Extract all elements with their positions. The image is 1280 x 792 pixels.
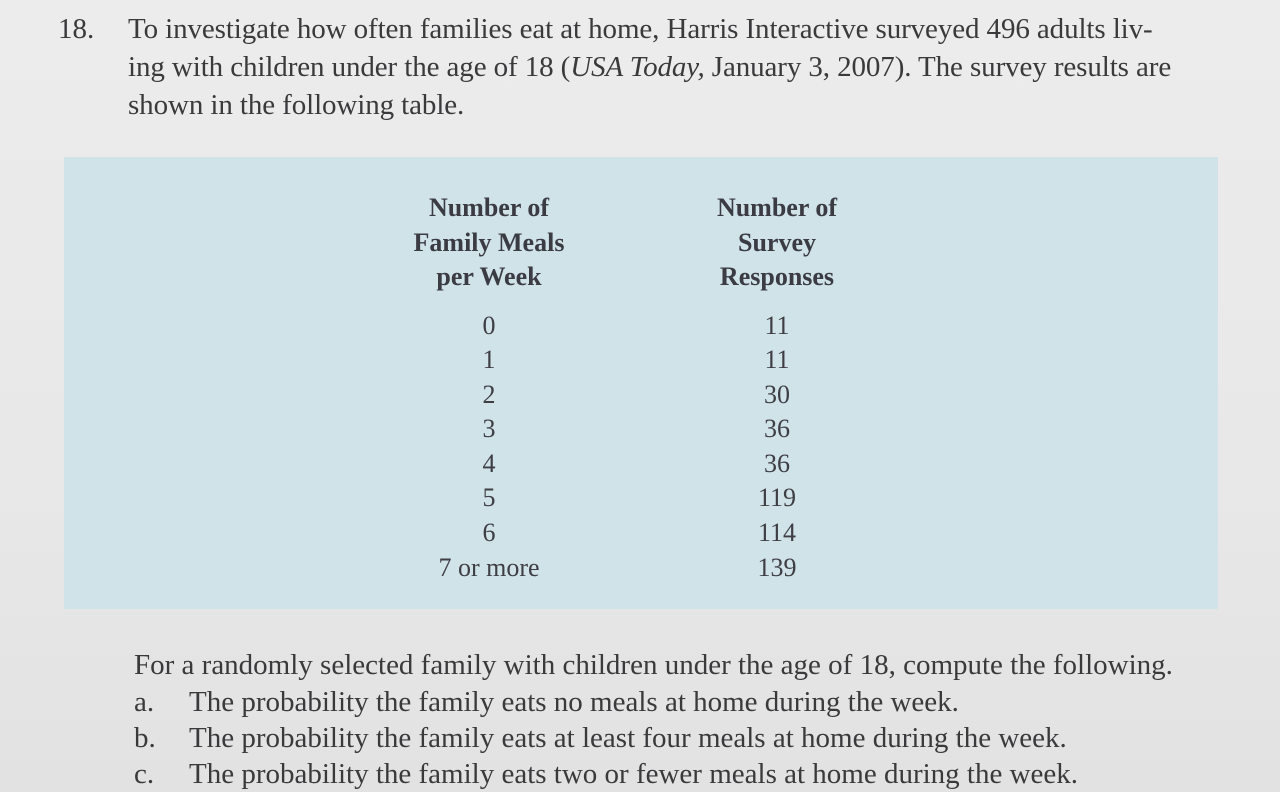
item-text: The probability the family eats two or fewer meals at home during the week. (189, 758, 1079, 790)
responses-cell: 11 (764, 310, 790, 340)
question-item-a (134, 684, 1078, 720)
intro-line-2-end: January 3, 2007). The survey results are (704, 51, 1172, 83)
intro-line-2 (128, 48, 1238, 86)
question-items (134, 684, 1078, 792)
item-text: The probability the family eats no meals at home during the week. (189, 686, 959, 718)
responses-cell: 30 (764, 379, 790, 409)
meals-header-line: Family Meals (413, 227, 565, 257)
meals-cell: 7 or more (438, 552, 540, 582)
responses-header-line: Number of (716, 193, 838, 222)
responses-cell: 11 (764, 345, 790, 375)
responses-cell: 36 (764, 414, 790, 444)
responses-header-line: Survey (738, 227, 816, 257)
responses-header-line: Responses (719, 262, 835, 291)
item-label: a. (134, 686, 155, 718)
meals-cell: 3 (482, 414, 496, 444)
item-label: b. (134, 722, 156, 754)
responses-column-header (692, 191, 862, 295)
responses-cell: 114 (757, 518, 797, 548)
responses-cell: 36 (764, 448, 790, 478)
question-item-c (134, 756, 1078, 792)
meals-cell: 6 (482, 518, 496, 548)
meals-column-header (394, 191, 584, 295)
item-text: The probability the family eats at least four meals at home during the week. (189, 722, 1067, 754)
survey-table (64, 157, 1218, 609)
responses-values (692, 309, 862, 586)
meals-cell: 5 (482, 483, 496, 513)
responses-column (692, 157, 862, 585)
meals-cell: 0 (482, 310, 496, 340)
meals-values (394, 309, 584, 586)
question-item-b (134, 720, 1078, 756)
responses-cell: 119 (757, 483, 797, 513)
item-label: c. (134, 758, 155, 790)
meals-header-line: Number of (428, 193, 550, 222)
question-prompt: For a randomly selected family with children under the age of 18, compute the following. (134, 649, 1173, 681)
meals-column (394, 157, 584, 585)
intro-line-1: To investigate how often families eat at home, Harris Interactive surveyed 496 adults liv- (128, 13, 1153, 45)
meals-cell: 2 (482, 379, 496, 409)
meals-cell: 4 (482, 448, 496, 478)
intro-source-title: USA Today, (570, 51, 705, 83)
problem-intro (128, 10, 1238, 124)
responses-cell: 139 (757, 552, 797, 582)
intro-line-2-start: ing with children under the age of 18 ( (128, 51, 571, 83)
problem-number: 18. (58, 13, 95, 45)
meals-cell: 1 (482, 345, 496, 375)
intro-line-3: shown in the following table. (128, 89, 465, 121)
meals-header-line: per Week (436, 262, 542, 291)
